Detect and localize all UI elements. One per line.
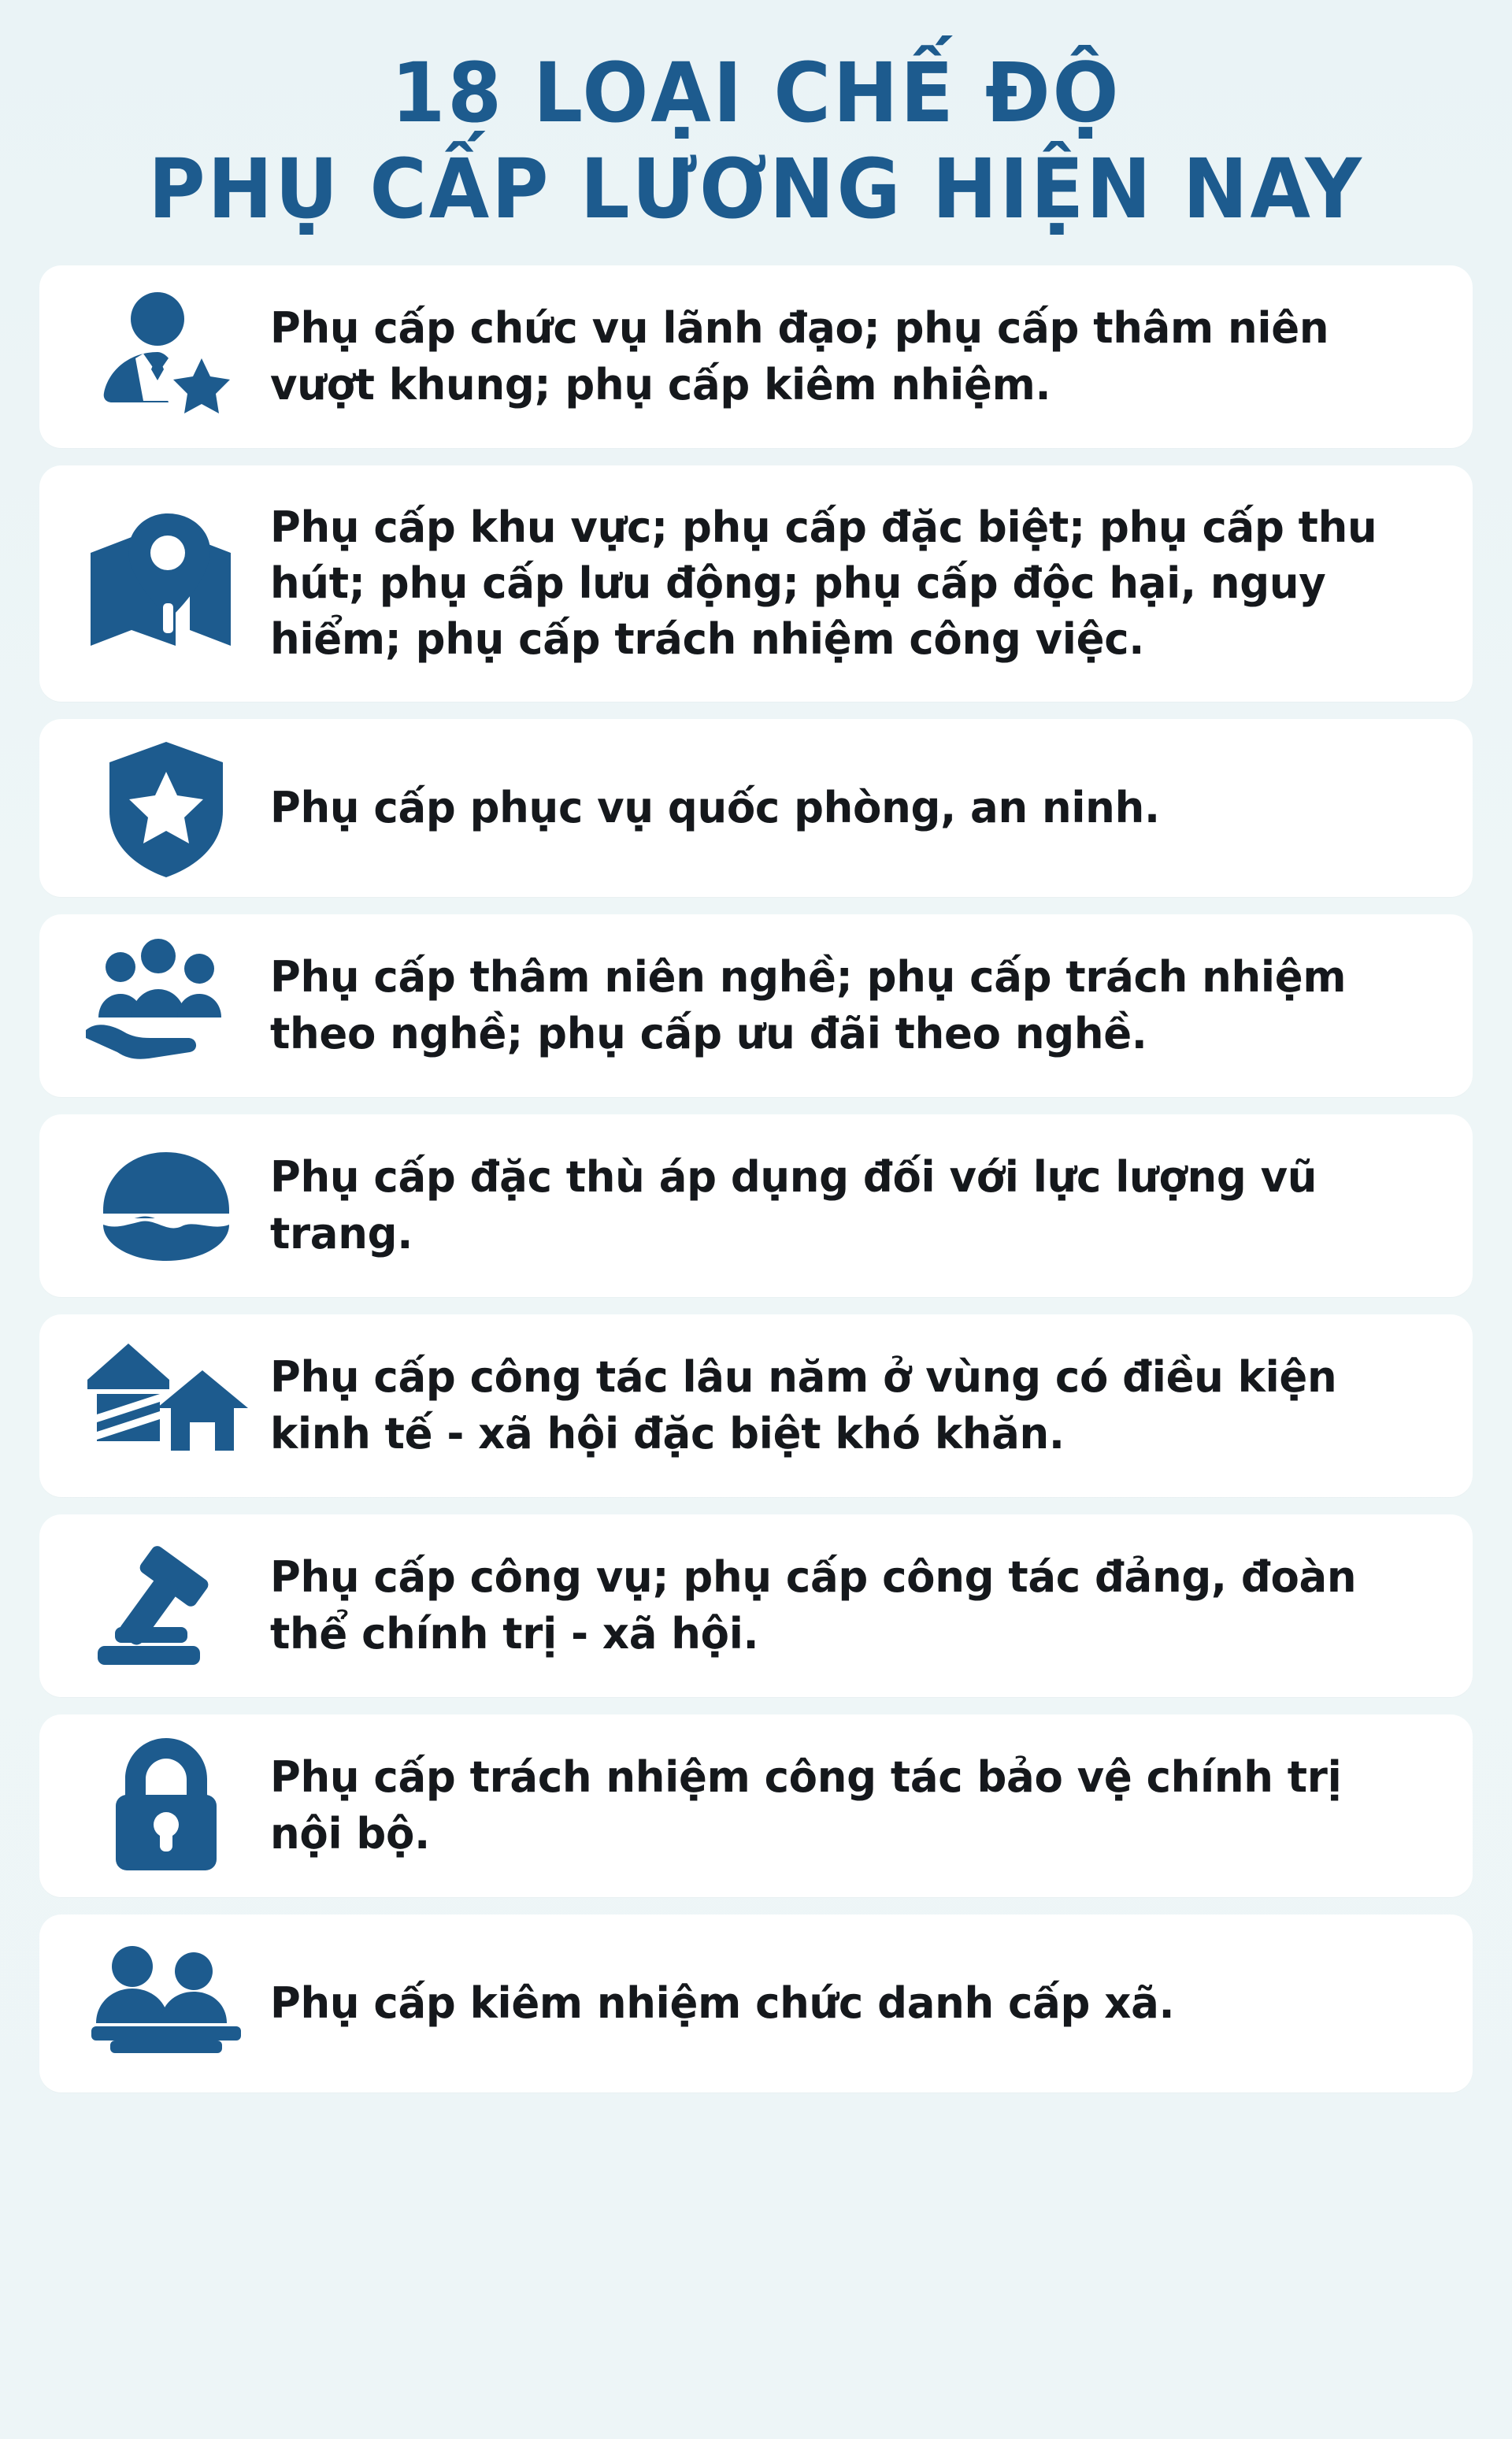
list-item-label: Phụ cấp đặc thù áp dụng đối với lực lượng vũ trang.: [270, 1152, 1317, 1258]
military-helmet-icon: [61, 1131, 270, 1281]
list-item: [39, 465, 1473, 702]
list-item: [39, 1114, 1473, 1297]
list-item: [39, 1915, 1473, 2092]
list-item: [39, 914, 1473, 1097]
rural-houses-icon: [61, 1331, 270, 1481]
list-item: [39, 1514, 1473, 1697]
map-location-pin-icon: [61, 509, 270, 658]
list-item: [39, 265, 1473, 448]
title-line-1: 18 LOẠI CHẾ ĐỘ: [391, 45, 1121, 141]
list-item-label: Phụ cấp phục vụ quốc phòng, an ninh.: [270, 782, 1160, 832]
list-item-label: Phụ cấp khu vực; phụ cấp đặc biệt; phụ cấp thu hút; phụ cấp lưu động; phụ cấp độc hại, nguy hiểm; phụ cấp trách nhiệm công việc.: [270, 502, 1377, 665]
list-item: [39, 1714, 1473, 1897]
list-item-label: Phụ cấp trách nhiệm công tác bảo vệ chính trị nội bộ.: [270, 1752, 1342, 1859]
list-item-label: Phụ cấp công vụ; phụ cấp công tác đảng, đoàn thể chính trị - xã hội.: [270, 1552, 1357, 1659]
list-item-label: Phụ cấp công tác lâu năm ở vùng có điều kiện kinh tế - xã hội đặc biệt khó khăn.: [270, 1352, 1337, 1459]
title-line-2: PHỤ CẤP LƯƠNG HIỆN NAY: [148, 141, 1364, 238]
list-item: [39, 1314, 1473, 1497]
list-item-label: Phụ cấp chức vụ lãnh đạo; phụ cấp thâm niên vượt khung; phụ cấp kiêm nhiệm.: [270, 303, 1329, 410]
list-item-label: Phụ cấp thâm niên nghề; phụ cấp trách nhiệm theo nghề; phụ cấp ưu đãi theo nghề.: [270, 952, 1347, 1058]
hand-people-care-icon: [61, 931, 270, 1080]
manager-star-icon: [61, 282, 270, 432]
two-people-desk-icon: [61, 1929, 270, 2078]
page-title: [39, 0, 1473, 265]
gavel-icon: [61, 1531, 270, 1681]
shield-star-icon: [61, 733, 270, 883]
allowance-list: [39, 265, 1473, 2092]
lock-icon: [61, 1731, 270, 1881]
list-item-label: Phụ cấp kiêm nhiệm chức danh cấp xã.: [270, 1978, 1175, 2028]
list-item: [39, 719, 1473, 897]
